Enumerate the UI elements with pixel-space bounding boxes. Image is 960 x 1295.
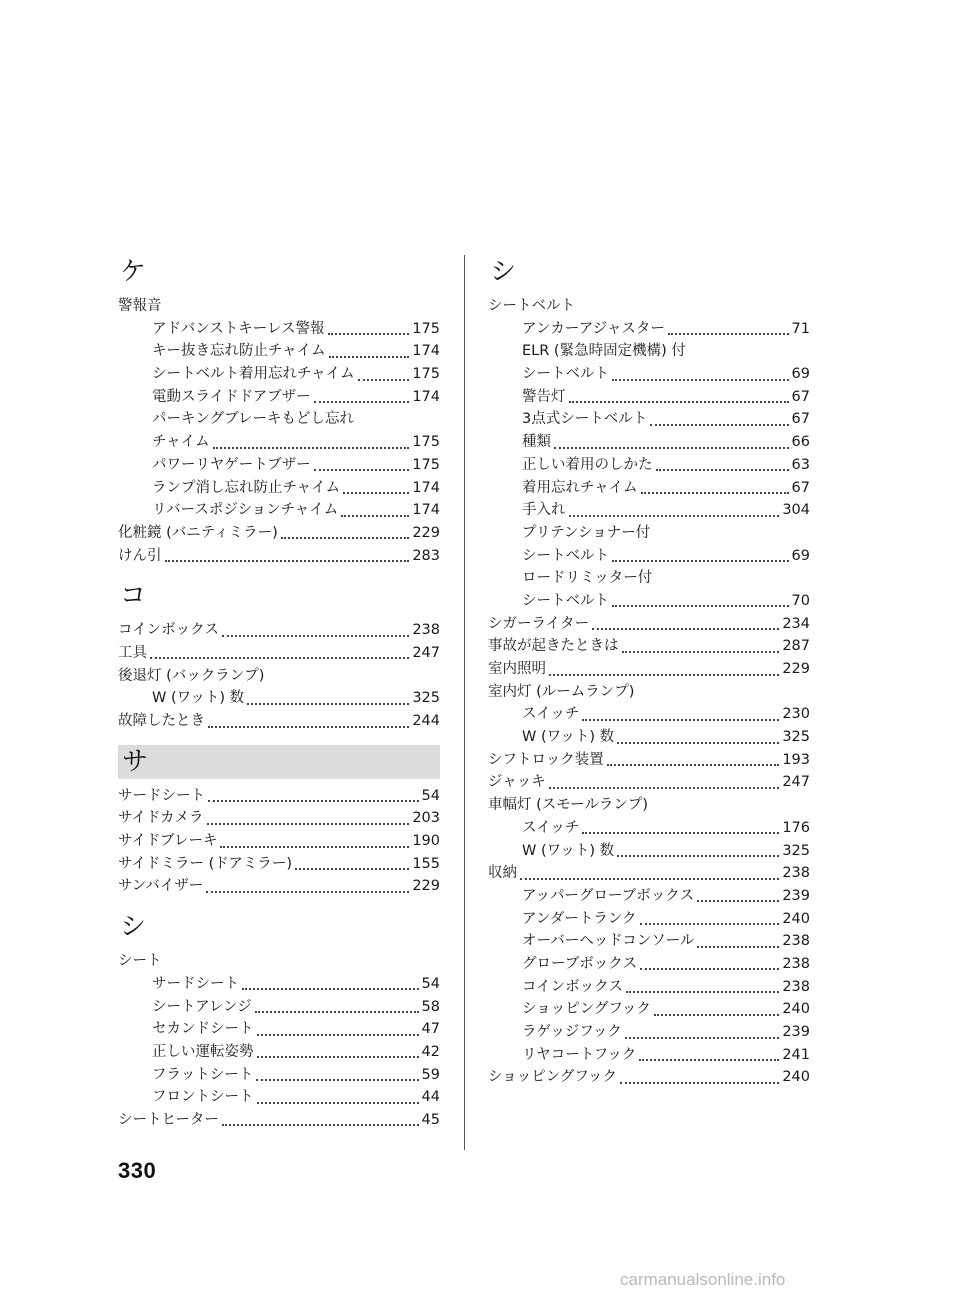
index-entry [488,1066,810,1089]
index-entry [118,295,440,318]
dot-leader [582,820,779,834]
dot-leader [549,661,779,675]
index-entry [118,687,440,710]
dot-leader [329,344,410,358]
entry-term: キー抜き忘れ防止チャイム [152,343,326,360]
index-column-right [488,255,810,1089]
entry-page-ref: 58 [421,998,440,1015]
index-entry [118,318,440,341]
entry-term: チャイム [152,434,210,451]
entry-page-ref: 54 [421,975,440,992]
dot-leader [612,548,789,562]
entry-page-ref: 238 [782,933,810,950]
dot-leader [341,502,409,516]
index-entry [488,998,810,1021]
entry-term: ランプ消し忘れ防止チャイム [152,479,341,496]
entry-term: 種類 [522,434,551,451]
entry-page-ref: 193 [782,751,810,768]
entry-page-ref: 241 [782,1046,810,1063]
dot-leader [656,457,789,471]
index-entry [118,875,440,898]
index-entry [488,431,810,454]
entry-page-ref: 247 [782,774,810,791]
entry-page-ref: 45 [421,1111,440,1128]
dot-leader [206,879,409,893]
entry-page-ref: 234 [782,615,810,632]
entry-page-ref: 174 [412,479,440,496]
entry-term: ラゲッジフック [522,1024,622,1040]
index-entry [118,431,440,454]
dot-leader [208,788,419,802]
entry-term: セカンドシート [152,1021,254,1038]
index-entry [488,454,810,477]
index-entry [488,771,810,794]
index-entry [488,658,810,681]
entry-page-ref: 59 [421,1066,440,1083]
entry-term: シートベルト [522,366,609,383]
dot-leader [607,752,780,766]
entry-page-ref: 229 [782,661,810,677]
dot-leader [343,480,409,494]
entry-page-ref: 240 [782,1001,810,1018]
entry-term: 後退灯 (バックランプ) [118,667,265,684]
entry-term: シートベルト [522,547,609,564]
dot-leader [617,843,779,857]
entry-term: コインボックス [522,978,623,995]
dot-leader [640,911,780,925]
entry-term: サイドブレーキ [118,833,218,850]
entry-page-ref: 239 [782,887,810,904]
dot-leader [165,548,410,562]
entry-page-ref: 238 [412,622,440,639]
entry-term: 故障したとき [118,713,205,729]
entry-term: スイッチ [522,706,580,723]
entry-page-ref: 229 [412,878,440,895]
entry-page-ref: 69 [791,547,810,564]
entry-term: シートヒーター [118,1111,219,1128]
entry-page-ref: 70 [791,592,810,609]
entry-page-ref: 67 [791,479,810,496]
entry-term: ジャッキ [488,774,546,791]
entry-term: 電動スライドドアブザー [152,388,311,405]
entry-term: リヤコートフック [522,1046,637,1063]
index-entry [488,635,810,658]
entry-page-ref: 155 [412,855,440,872]
entry-page-ref: 175 [412,320,440,337]
index-entry [488,862,810,885]
entry-term: サードシート [152,975,239,992]
dot-leader [592,616,779,630]
index-entry [488,477,810,500]
dot-leader [554,434,789,448]
entry-page-ref: 283 [412,547,440,564]
entry-term: グローブボックス [522,955,638,972]
index-entry [118,340,440,363]
index-entry [488,885,810,908]
index-entry [118,830,440,853]
entry-page-ref: 190 [412,833,440,850]
entry-term: W (ワット) 数 [522,729,615,746]
index-section [118,745,440,898]
entry-page-ref: 71 [791,320,810,337]
entry-term: 工具 [118,644,147,661]
index-entry [118,363,440,386]
dot-leader [697,888,779,902]
index-entry [118,785,440,808]
entry-term: ロードリミッター付 [522,570,653,587]
index-entry [118,454,440,477]
entry-term: W (ワット) 数 [522,842,615,859]
entry-page-ref: 230 [782,706,810,723]
entry-page-ref: 175 [412,456,440,473]
dot-leader [213,434,410,448]
index-entry [488,953,810,976]
dot-leader [549,775,780,789]
dot-leader [617,729,779,743]
index-entry [488,817,810,840]
dot-leader [257,1089,419,1103]
index-entry [118,1064,440,1087]
entry-term: 着用忘れチャイム [522,479,638,496]
index-entry [488,726,810,749]
dot-leader [207,811,410,825]
entry-term: アッパーグローブボックス [522,887,695,904]
watermark: carmanualsonline.info [620,1270,786,1289]
entry-term: 室内灯 (ルームランプ) [488,683,635,700]
entry-page-ref: 175 [412,366,440,383]
entry-term: シートアレンジ [152,998,252,1015]
index-entry [118,642,440,665]
entry-page-ref: 66 [791,434,810,451]
index-entry [488,386,810,409]
index-entry [118,973,440,996]
dot-leader [247,691,409,705]
index-entry [488,340,810,363]
entry-page-ref: 67 [791,411,810,428]
index-entry [118,1109,440,1132]
index-entry [118,522,440,545]
entry-page-ref: 203 [412,810,440,827]
dot-leader [582,707,779,721]
index-entry [488,1044,810,1067]
index-entry [118,408,440,431]
index-entry [118,619,440,642]
entry-page-ref: 63 [791,456,810,473]
index-entry [118,499,440,522]
dot-leader [569,502,780,516]
dot-leader [520,865,779,879]
index-entry [488,703,810,726]
entry-term: アンカーアジャスター [522,320,665,337]
dot-leader [150,645,409,659]
dot-leader [612,593,789,607]
index-entry [118,1086,440,1109]
index-entry [118,996,440,1019]
entry-term: アドバンストキーレス警報 [152,320,325,337]
section-heading: サ [118,745,440,779]
entry-term: サードシート [118,787,205,804]
entry-term: シート [118,953,162,970]
entry-term: フラットシート [152,1066,254,1083]
entry-term: 化粧鏡 (バニティミラー) [118,524,278,541]
dot-leader [314,389,410,403]
index-entry [118,477,440,500]
index-entry [488,794,810,817]
dot-leader [220,833,409,847]
entry-page-ref: 47 [421,1021,440,1038]
entry-page-ref: 44 [421,1089,440,1106]
dot-leader [641,480,789,494]
dot-leader [668,321,789,335]
entry-term: ショッピングフック [488,1069,617,1086]
entry-page-ref: 42 [421,1043,440,1060]
entry-term: 手入れ [522,502,566,519]
index-entry [488,930,810,953]
dot-leader [242,976,419,990]
entry-term: シートベルト [522,592,609,609]
index-entry [488,976,810,999]
entry-term: 収納 [488,865,517,882]
entry-term: プリテンショナー付 [522,524,651,541]
entry-term: W (ワット) 数 [152,690,245,707]
entry-page-ref: 240 [782,1069,810,1086]
index-entry [118,665,440,688]
dot-leader [626,979,779,993]
dot-leader [328,321,410,335]
index-section [488,255,810,1089]
entry-term: ELR (緊急時固定機構) 付 [522,343,686,360]
index-section [118,255,440,567]
entry-page-ref: 325 [782,729,810,746]
entry-term: パワーリヤゲートブザー [152,456,311,473]
entry-page-ref: 240 [782,910,810,927]
entry-term: サイドミラー (ドアミラー) [118,855,292,872]
entry-page-ref: 175 [412,434,440,451]
section-heading: ケ [120,257,147,287]
index-entry [488,522,810,545]
dot-leader [612,366,789,380]
index-section [118,579,440,732]
index-entry [488,499,810,522]
entry-term: シートベルト [488,298,575,314]
index-entry [488,908,810,931]
entry-page-ref: 238 [782,955,810,972]
dot-leader [569,389,789,403]
entry-term: シフトロック装置 [488,751,604,768]
page-number: 330 [118,1158,157,1183]
dot-leader [358,366,410,380]
index-entry [118,807,440,830]
index-entry [118,1041,440,1064]
entry-term: シガーライター [488,615,590,632]
entry-page-ref: 174 [412,502,440,519]
entry-page-ref: 238 [782,865,810,882]
entry-page-ref: 69 [791,366,810,383]
dot-leader [640,956,779,970]
index-entry [488,749,810,772]
column-divider [464,255,465,1150]
index-entry [488,295,810,318]
index-entry [118,710,440,733]
entry-page-ref: 229 [412,524,440,541]
entry-page-ref: 325 [412,690,440,707]
index-entry [488,363,810,386]
index-entry [488,545,810,568]
entry-term: パーキングブレーキもどし忘れ [152,411,354,428]
entry-page-ref: 54 [421,787,440,804]
section-heading: シ [120,912,147,943]
entry-page-ref: 67 [791,388,810,405]
dot-leader [222,622,409,636]
dot-leader [639,1047,779,1061]
entry-page-ref: 176 [782,819,810,836]
entry-term: アンダートランク [522,910,637,927]
entry-page-ref: 325 [782,842,810,859]
entry-term: シートベルト着用忘れチャイム [152,366,355,383]
index-entry [488,567,810,590]
entry-page-ref: 239 [782,1024,810,1040]
dot-leader [650,412,788,426]
entry-term: 正しい運転姿勢 [152,1043,254,1060]
entry-page-ref: 244 [412,713,440,729]
dot-leader [281,525,410,539]
entry-term: オーバーヘッドコンソール [522,933,695,950]
dot-leader [697,933,779,947]
index-entry [488,1021,810,1044]
index-entry [118,950,440,973]
dot-leader [222,1112,419,1126]
entry-term: サイドカメラ [118,810,204,827]
entry-term: けん引 [118,547,162,564]
entry-term: 車幅灯 (スモールランプ) [488,797,649,814]
index-entry [488,681,810,704]
index-entry [118,545,440,568]
index-entry [118,853,440,876]
entry-term: スイッチ [522,819,580,836]
section-heading: シ [490,257,517,287]
entry-term: フロントシート [152,1089,254,1106]
entry-page-ref: 174 [412,388,440,405]
entry-term: コインボックス [118,622,219,639]
index-column-left [118,255,440,1132]
index-entry [488,840,810,863]
dot-leader [622,639,780,653]
entry-term: 正しい着用のしかた [522,456,653,473]
index-entry [488,613,810,636]
entry-page-ref: 174 [412,343,440,360]
entry-term: ショッピングフック [522,1001,651,1018]
dot-leader [654,1002,779,1016]
dot-leader [257,1044,419,1058]
index-entry [488,408,810,431]
entry-term: 警報音 [118,298,162,314]
dot-leader [625,1024,779,1038]
entry-term: サンバイザー [118,878,204,895]
entry-page-ref: 287 [782,638,810,655]
section-heading: コ [120,581,147,612]
index-entry [488,590,810,613]
index-entry [118,1018,440,1041]
index-entry [118,386,440,409]
entry-term: 警告灯 [522,388,566,405]
entry-page-ref: 304 [782,502,810,519]
entry-term: リバースポジションチャイム [152,502,339,519]
index-section [118,910,440,1132]
entry-page-ref: 247 [412,644,440,661]
dot-leader [295,856,409,870]
dot-leader [256,1067,418,1081]
dot-leader [257,1021,419,1035]
entry-term: 室内照明 [488,661,546,677]
entry-page-ref: 238 [782,978,810,995]
dot-leader [208,713,409,727]
index-entry [488,318,810,341]
dot-leader [255,999,419,1013]
entry-term: 事故が起きたときは [488,638,619,655]
dot-leader [620,1070,779,1084]
dot-leader [314,457,410,471]
entry-term: 3点式シートベルト [522,411,648,428]
